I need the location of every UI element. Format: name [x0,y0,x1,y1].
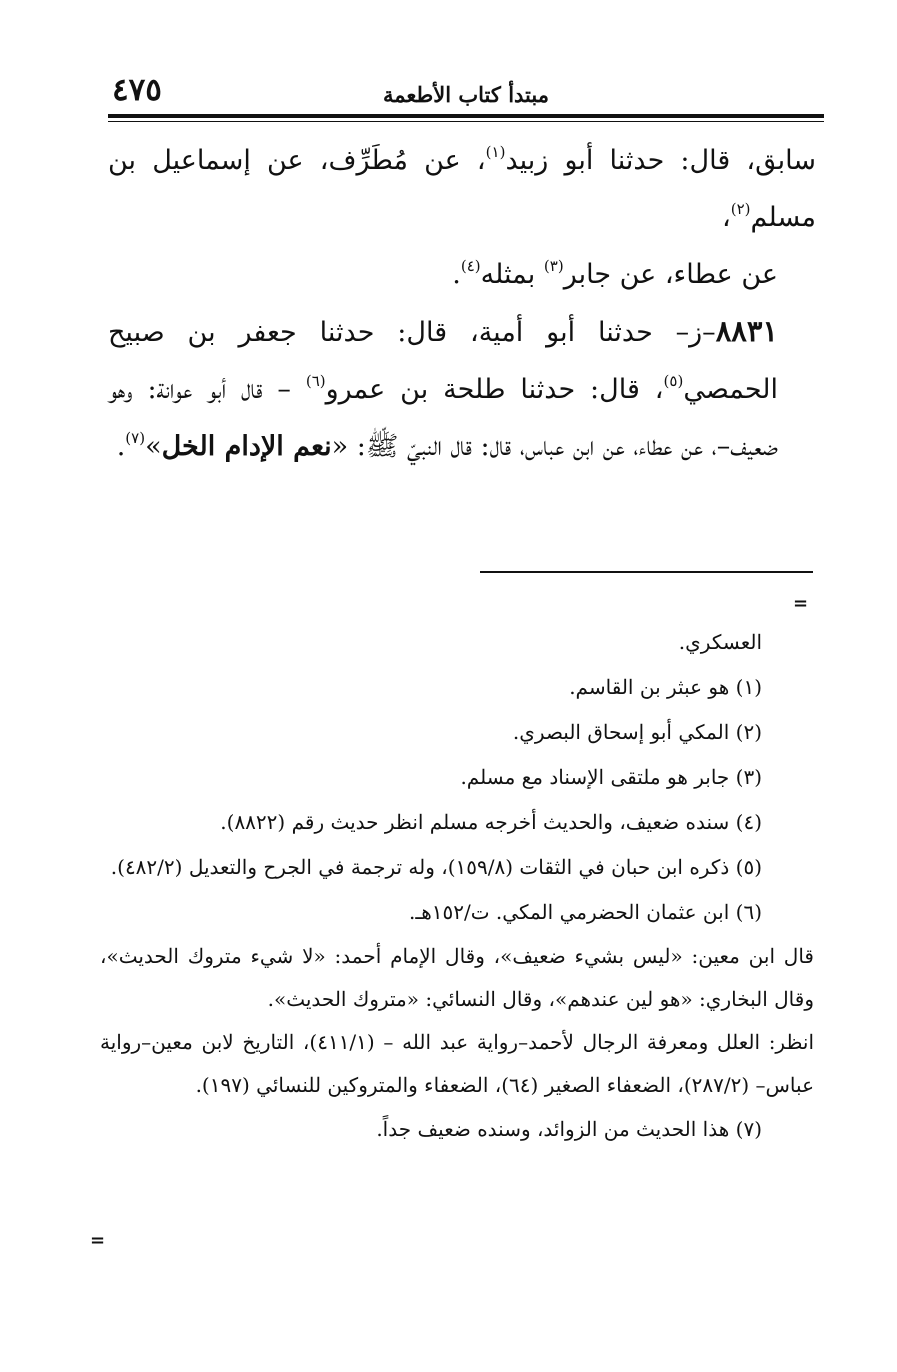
running-title: مبتدأ كتاب الأطعمة [383,82,549,107]
footnote-1: (١) هو عبثر بن القاسم. [569,675,762,699]
continuation-mark-top: = [793,593,809,614]
paragraph-continuation [108,132,816,246]
continuation-mark-bottom: = [90,1230,106,1251]
footnote-ref-2: (٢) [730,200,751,218]
text-run: . [116,431,126,462]
text-run: ، قال: حدثنا طلحة بن عمرو [325,374,664,405]
footnote-6-critics: قال ابن معين: «ليس بشيء ضعيف»، وقال الإمام أحمد: «لا شيء متروك الحديث»، وقال البخاري: «هو لين عندهم»، وقال النسائي: «متروك الحديث». [100,944,814,1011]
footnote-2: (٢) المكي أبو إسحاق البصري. [512,720,762,744]
text-run: . [452,259,461,290]
footnote-ref-7: (٧) [125,429,146,447]
footnotes [92,620,814,1152]
text-run: عن عطاء، عن جابر [563,259,778,290]
text-run: سابق، قال: حدثنا أبو زبيد [505,145,816,176]
header-rule-thin [108,121,824,122]
footnote-ref-4: (٤) [460,257,481,275]
hadith-number: ٨٨٣١ [715,314,778,348]
paragraph-chain [108,246,816,303]
footnote-separator [480,571,813,573]
text-run: ، [722,202,731,233]
text-run: –ز– حدثنا أبو أمية، قال: حدثنا جعفر بن صبيح الحمصي [108,317,778,405]
page-header [108,68,824,118]
footnote-carry-over: العسكري. [678,630,762,654]
text-run: بمثله [480,259,544,290]
footnote-7: (٧) هذا الحديث من الزوائد، وسنده ضعيف جداً. [376,1117,762,1141]
main-text [108,132,816,475]
footnote-5: (٥) ذكره ابن حبان في الثقات (١٥٩/٨)، وله ترجمة في الجرح والتعديل (٤٨٢/٢). [110,855,762,879]
footnote-ref-5: (٥) [663,372,684,390]
footnote-ref-3: (٣) [543,257,564,275]
text-run: » [145,431,162,462]
footnote-6-sources: انظر: العلل ومعرفة الرجال لأحمد–رواية عبد الله – (٤١١/١)، التاريخ لابن معين–رواية عباس– (٢٨٧/٢)، الضعفاء الصغير (٦٤)، الضعفاء والمتروكين للنسائي (١٩٧). [100,1030,814,1097]
prophetic-quote: نعم الإدام الخل [161,431,332,462]
header-rule-thick [108,114,824,118]
page-number: ٤٧٥ [112,72,162,108]
footnote-6: (٦) ابن عثمان الحضرمي المكي. ت/١٥٢هـ. [409,900,762,924]
text-run: – قال أبو عوانة: وهو ضعيف–، عن عطاء، عن ابن عباس، قال: قال النبيّ ﷺ: « [108,374,778,462]
paragraph-hadith [108,303,816,475]
footnote-ref-6: (٦) [305,372,326,390]
text-run: ، عن مُطَرِّف، عن إسماعيل بن مسلم [108,145,816,233]
footnote-4: (٤) سنده ضعيف، والحديث أخرجه مسلم انظر حديث رقم (٨٨٢٢). [220,810,762,834]
footnote-ref-1: (١) [485,143,506,161]
footnote-3: (٣) جابر هو ملتقى الإسناد مع مسلم. [460,765,762,789]
